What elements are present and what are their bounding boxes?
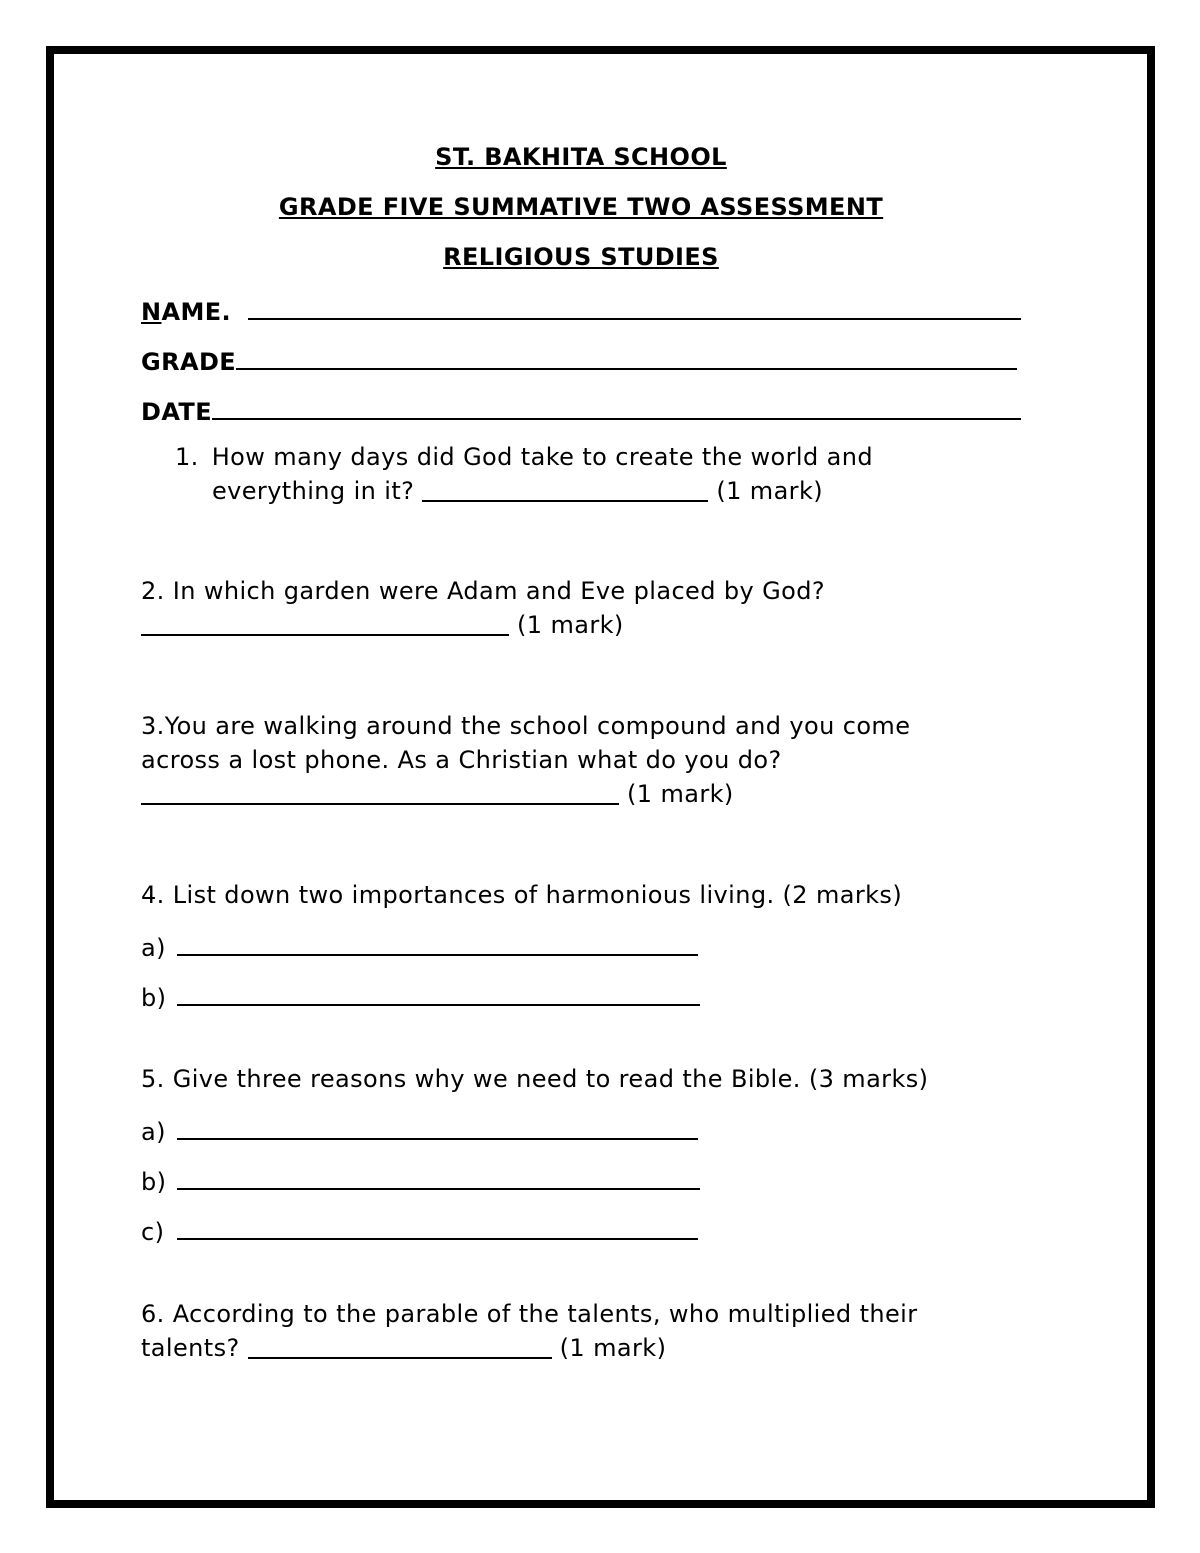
question-1-line1: How many days did God take to create the world and xyxy=(211,443,873,471)
question-2-answer-line[interactable] xyxy=(141,634,509,636)
question-5-option-a-label: a) xyxy=(141,1118,166,1146)
name-field-row xyxy=(141,292,1021,326)
assessment-title: GRADE FIVE SUMMATIVE TWO ASSESSMENT xyxy=(278,193,884,221)
question-3-line1: 3.You are walking around the school compound and you come xyxy=(141,712,911,740)
question-6-line1: 6. According to the parable of the talents, who multiplied their xyxy=(141,1300,918,1328)
date-input-line[interactable] xyxy=(212,418,1021,420)
question-4-option-b-label: b) xyxy=(141,984,167,1012)
question-5-option-c xyxy=(141,1212,1021,1246)
school-name: ST. BAKHITA SCHOOL xyxy=(435,143,727,171)
question-3-line2: across a lost phone. As a Christian what do you do? xyxy=(141,746,782,774)
question-5-answer-b-line[interactable] xyxy=(177,1188,700,1190)
grade-field-row xyxy=(141,342,1021,376)
assessment-sheet xyxy=(141,140,1021,1365)
question-6 xyxy=(141,1297,1021,1365)
question-4-answer-b-line[interactable] xyxy=(177,1004,700,1006)
question-5-option-c-label: c) xyxy=(141,1218,165,1246)
question-6-line2: talents? xyxy=(141,1334,248,1362)
question-5-answer-c-line[interactable] xyxy=(177,1238,698,1240)
question-1-number: 1. xyxy=(175,443,199,471)
question-1-line2: everything in it? xyxy=(212,477,423,505)
question-2-text: 2. In which garden were Adam and Eve placed by God? xyxy=(141,577,825,605)
question-5-option-b xyxy=(141,1162,1021,1196)
question-1-marks: (1 mark) xyxy=(716,477,824,505)
question-1 xyxy=(141,440,1021,508)
question-4-option-a xyxy=(141,928,1021,962)
date-label: DATE xyxy=(141,398,212,426)
question-5-option-b-label: b) xyxy=(141,1168,167,1196)
question-4-option-a-label: a) xyxy=(141,934,166,962)
question-3-marks: (1 mark) xyxy=(627,780,734,808)
question-4-text: 4. List down two importances of harmonious living. (2 marks) xyxy=(141,881,903,909)
question-5 xyxy=(141,1062,1021,1246)
subject-title: RELIGIOUS STUDIES xyxy=(443,243,719,271)
question-6-marks: (1 mark) xyxy=(559,1334,667,1362)
question-5-option-a xyxy=(141,1112,1021,1146)
date-field-row xyxy=(141,392,1021,426)
question-1-answer-line[interactable] xyxy=(422,500,708,502)
question-5-text: 5. Give three reasons why we need to read the Bible. (3 marks) xyxy=(141,1065,929,1093)
name-label: NAME. xyxy=(141,298,240,326)
question-2-marks: (1 mark) xyxy=(517,611,624,639)
question-3 xyxy=(141,709,1021,811)
question-3-answer-line[interactable] xyxy=(141,803,619,805)
question-2 xyxy=(141,574,1021,642)
question-4 xyxy=(141,878,1021,1012)
name-input-line[interactable] xyxy=(248,318,1021,320)
question-5-answer-a-line[interactable] xyxy=(177,1138,698,1140)
grade-label: GRADE xyxy=(141,348,237,376)
question-4-answer-a-line[interactable] xyxy=(177,954,698,956)
question-4-option-b xyxy=(141,978,1021,1012)
grade-input-line[interactable] xyxy=(236,368,1017,370)
question-6-answer-line[interactable] xyxy=(248,1357,552,1359)
